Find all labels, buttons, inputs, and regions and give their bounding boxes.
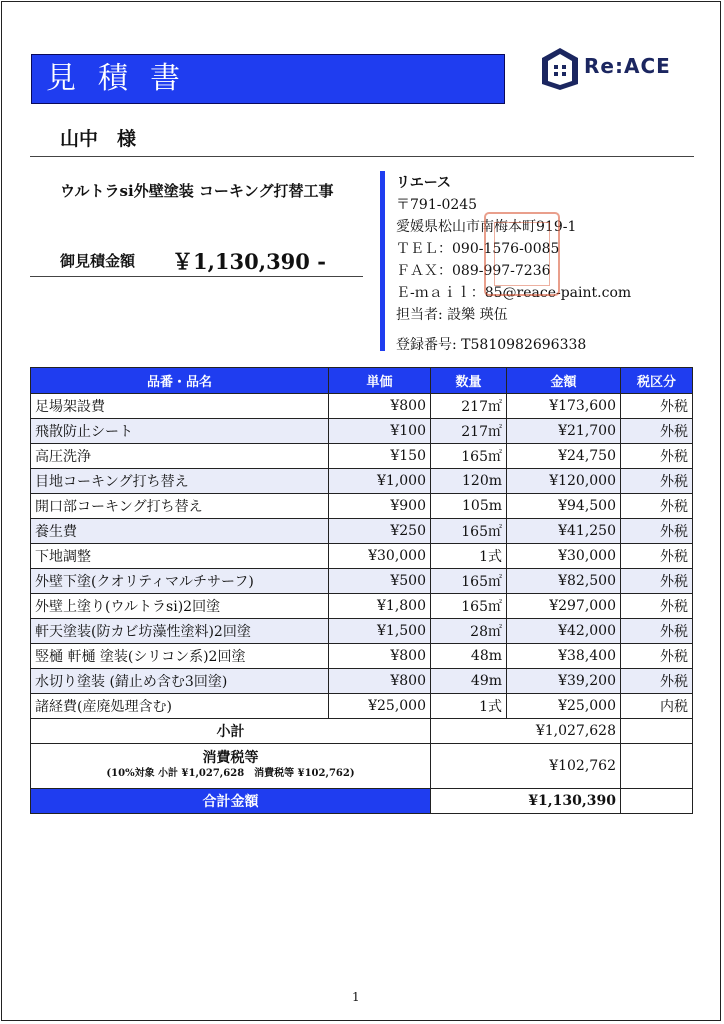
subtotal-row xyxy=(31,719,693,744)
row-quantity: 120m xyxy=(431,469,507,494)
total-divider xyxy=(30,276,363,277)
row-unit-price: ¥800 xyxy=(329,394,431,419)
row-item: 外壁下塗(クオリティマルチサーフ) xyxy=(31,569,329,594)
table-row xyxy=(31,494,693,519)
row-amount: ¥41,250 xyxy=(507,519,621,544)
tax-row xyxy=(31,744,693,789)
grand-total-value: ¥1,130,390 xyxy=(431,789,621,814)
company-logo xyxy=(540,46,690,92)
row-tax-type: 外税 xyxy=(621,444,693,469)
company-accent-bar xyxy=(380,171,385,351)
subtotal-label: 小計 xyxy=(31,719,431,744)
company-fax: ＦＡＸ：089-997-7236 xyxy=(396,263,551,279)
tax-label-cell xyxy=(31,744,431,789)
row-quantity: 165㎡ xyxy=(431,569,507,594)
row-tax-type: 外税 xyxy=(621,544,693,569)
row-amount: ¥297,000 xyxy=(507,594,621,619)
company-postal: 〒791-0245 xyxy=(396,197,478,213)
row-amount: ¥38,400 xyxy=(507,644,621,669)
row-tax-type: 外税 xyxy=(621,494,693,519)
row-item: 諸経費(産廃処理含む) xyxy=(31,694,329,719)
total-label: 御見積金額 xyxy=(60,252,136,270)
row-amount: ¥82,500 xyxy=(507,569,621,594)
row-quantity: 105m xyxy=(431,494,507,519)
row-tax-type: 内税 xyxy=(621,694,693,719)
row-quantity: 1式 xyxy=(431,544,507,569)
row-item: 開口部コーキング打ち替え xyxy=(31,494,329,519)
table-row xyxy=(31,669,693,694)
row-item: 飛散防止シート xyxy=(31,419,329,444)
company-registration: 登録番号: T5810982696338 xyxy=(396,337,587,353)
company-tel: ＴＥＬ：090-1576-0085 xyxy=(396,241,560,257)
row-tax-type: 外税 xyxy=(621,594,693,619)
row-tax-type: 外税 xyxy=(621,569,693,594)
row-quantity: 49m xyxy=(431,669,507,694)
row-tax-type: 外税 xyxy=(621,619,693,644)
row-quantity: 165㎡ xyxy=(431,594,507,619)
table-row xyxy=(31,519,693,544)
row-amount: ¥24,750 xyxy=(507,444,621,469)
logo-house-icon xyxy=(540,46,580,90)
row-unit-price: ¥1,800 xyxy=(329,594,431,619)
table-header-row xyxy=(31,368,693,394)
table-row xyxy=(31,394,693,419)
header-item: 品番・品名 xyxy=(31,368,329,394)
row-item: 竪樋 軒樋 塗装(シリコン系)2回塗 xyxy=(31,644,329,669)
row-unit-price: ¥500 xyxy=(329,569,431,594)
total-value: ￥1,130,390 - xyxy=(172,249,326,274)
table-row xyxy=(31,694,693,719)
row-tax-type: 外税 xyxy=(621,644,693,669)
row-unit-price: ¥30,000 xyxy=(329,544,431,569)
table-row xyxy=(31,444,693,469)
table-row xyxy=(31,644,693,669)
row-quantity: 217㎡ xyxy=(431,394,507,419)
company-seal-stamp xyxy=(484,212,560,296)
header-unit-price: 単価 xyxy=(329,368,431,394)
row-tax-type: 外税 xyxy=(621,469,693,494)
tax-blank xyxy=(621,744,693,789)
company-email: Ｅ-ｍａｉｌ：85@reace-paint.com xyxy=(396,285,632,301)
row-tax-type: 外税 xyxy=(621,669,693,694)
grand-total-blank xyxy=(621,789,693,814)
row-item: 下地調整 xyxy=(31,544,329,569)
row-unit-price: ¥900 xyxy=(329,494,431,519)
row-item: 軒天塗装(防カビ坊藻性塗料)2回塗 xyxy=(31,619,329,644)
row-item: 目地コーキング打ち替え xyxy=(31,469,329,494)
customer-divider xyxy=(30,156,694,157)
table-row xyxy=(31,569,693,594)
row-item: 足場架設費 xyxy=(31,394,329,419)
row-unit-price: ¥800 xyxy=(329,669,431,694)
row-tax-type: 外税 xyxy=(621,519,693,544)
grand-total-label: 合計金額 xyxy=(31,789,431,814)
row-amount: ¥94,500 xyxy=(507,494,621,519)
row-item: 水切り塗装 (錆止め含む3回塗) xyxy=(31,669,329,694)
tax-note: (10%対象 小計 ¥1,027,628 消費税等 ¥102,762) xyxy=(106,768,355,779)
header-tax-type: 税区分 xyxy=(621,368,693,394)
row-unit-price: ¥800 xyxy=(329,644,431,669)
page-number: 1 xyxy=(352,990,360,1004)
subtotal-blank xyxy=(621,719,693,744)
row-item: 養生費 xyxy=(31,519,329,544)
row-amount: ¥39,200 xyxy=(507,669,621,694)
logo-text: Re:ACE xyxy=(584,54,671,78)
document-title: 見積書 xyxy=(31,54,505,104)
row-amount: ¥42,000 xyxy=(507,619,621,644)
customer-name: 山中 様 xyxy=(60,128,137,150)
row-quantity: 165㎡ xyxy=(431,519,507,544)
project-name: ウルトラsi外壁塗装 コーキング打替工事 xyxy=(60,182,334,200)
row-item: 外壁上塗り(ウルトラsi)2回塗 xyxy=(31,594,329,619)
quote-table xyxy=(30,367,693,814)
row-unit-price: ¥250 xyxy=(329,519,431,544)
row-tax-type: 外税 xyxy=(621,394,693,419)
table-row xyxy=(31,469,693,494)
row-amount: ¥120,000 xyxy=(507,469,621,494)
row-amount: ¥30,000 xyxy=(507,544,621,569)
row-amount: ¥173,600 xyxy=(507,394,621,419)
row-quantity: 48m xyxy=(431,644,507,669)
row-unit-price: ¥150 xyxy=(329,444,431,469)
table-row xyxy=(31,594,693,619)
tax-label: 消費税等 xyxy=(202,750,259,766)
row-quantity: 28㎡ xyxy=(431,619,507,644)
row-unit-price: ¥1,000 xyxy=(329,469,431,494)
seal-inner-frame xyxy=(494,222,550,286)
table-row xyxy=(31,419,693,444)
table-row xyxy=(31,544,693,569)
row-amount: ¥21,700 xyxy=(507,419,621,444)
header-quantity: 数量 xyxy=(431,368,507,394)
row-unit-price: ¥25,000 xyxy=(329,694,431,719)
row-unit-price: ¥1,500 xyxy=(329,619,431,644)
company-person: 担当者: 設樂 瑛伍 xyxy=(396,307,508,323)
header-amount: 金額 xyxy=(507,368,621,394)
row-amount: ¥25,000 xyxy=(507,694,621,719)
subtotal-value: ¥1,027,628 xyxy=(431,719,621,744)
row-item: 高圧洗浄 xyxy=(31,444,329,469)
table-row xyxy=(31,619,693,644)
row-unit-price: ¥100 xyxy=(329,419,431,444)
company-address: 愛媛県松山市南梅本町919-1 xyxy=(396,219,577,235)
row-quantity: 165㎡ xyxy=(431,444,507,469)
row-tax-type: 外税 xyxy=(621,419,693,444)
company-name: リエース xyxy=(396,175,452,191)
tax-value: ¥102,762 xyxy=(431,744,621,789)
row-quantity: 217㎡ xyxy=(431,419,507,444)
grand-total-row xyxy=(31,789,693,814)
row-quantity: 1式 xyxy=(431,694,507,719)
